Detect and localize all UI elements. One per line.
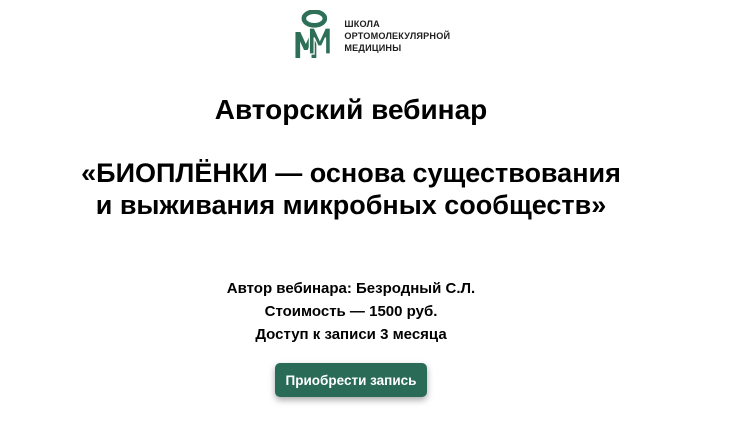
school-logo-wordmark xyxy=(344,19,450,55)
webinar-title xyxy=(81,158,621,221)
school-logo[interactable] xyxy=(295,10,454,58)
access-line: Доступ к записи 3 месяца xyxy=(255,326,447,343)
logo-line-2: ОРТОМОЛЕКУЛЯРНОЙ xyxy=(344,31,451,42)
price-line: Стоимость — 1500 руб. xyxy=(264,303,438,320)
author-line: Автор вебинара: Безродный С.Л. xyxy=(226,280,476,297)
logo-line-3: МЕДИЦИНЫ xyxy=(344,43,402,54)
purchase-recording-button[interactable]: Приобрести запись xyxy=(275,363,427,397)
omm-monogram-icon xyxy=(295,10,333,58)
webinar-title-line-2: и выживания микробных сообществ» xyxy=(95,189,607,220)
webinar-title-line-1: «БИОПЛЁНКИ — основа существования xyxy=(81,158,621,188)
logo-line-1: ШКОЛА xyxy=(344,19,380,30)
webinar-kicker: Авторский вебинар xyxy=(214,94,488,125)
webinar-details xyxy=(227,277,475,346)
